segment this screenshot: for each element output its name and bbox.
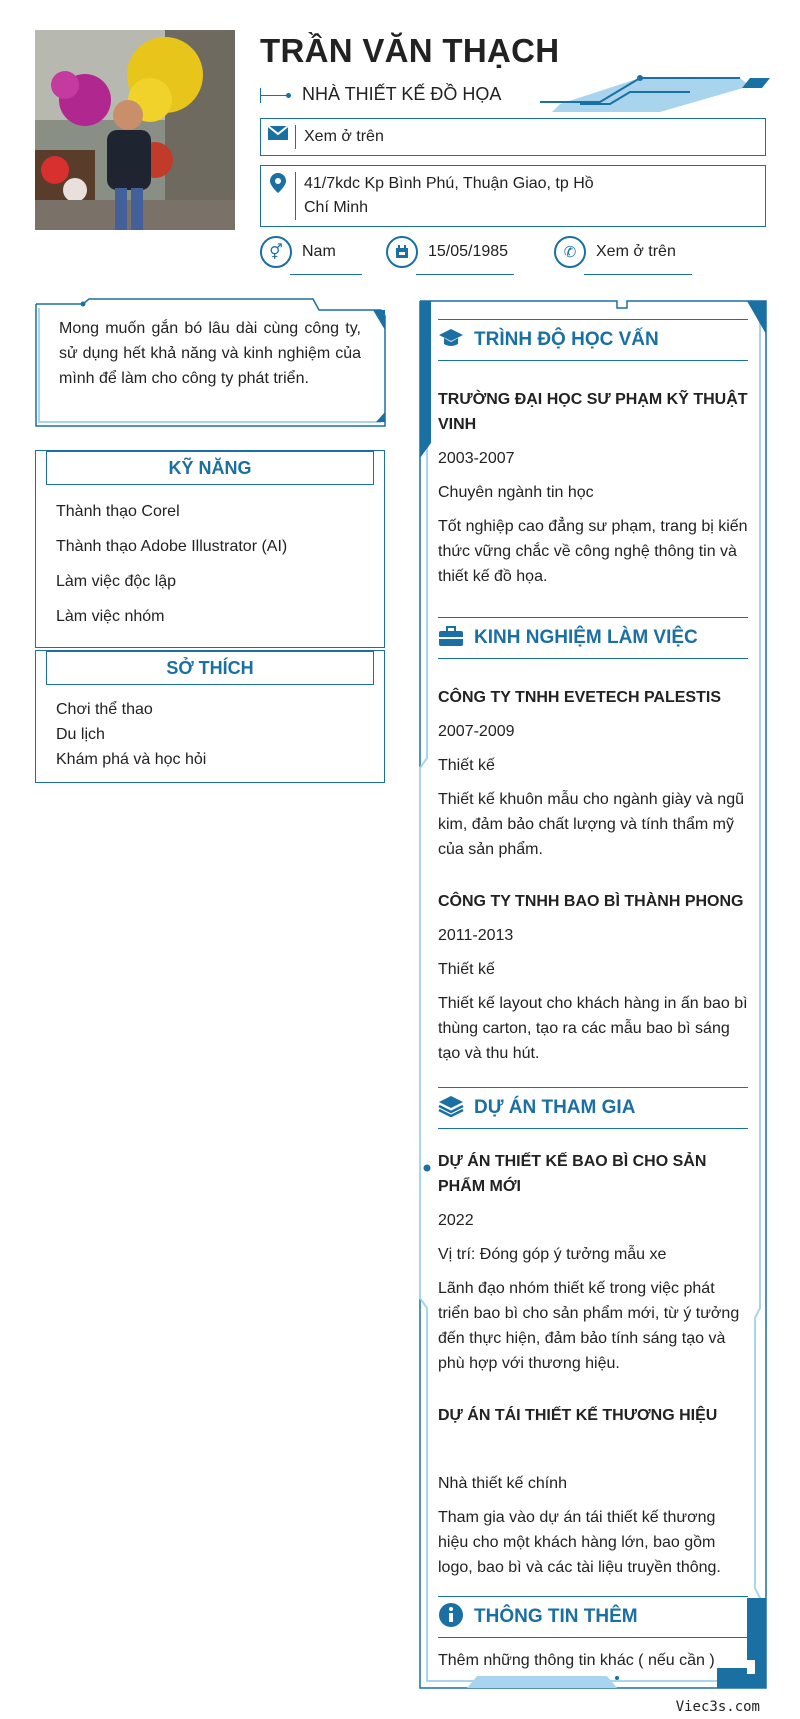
project-name: DỰ ÁN THIẾT KẾ BAO BÌ CHO SẢN PHẨM MỚI [438,1153,707,1195]
calendar-icon [386,236,418,268]
layers-icon [438,1095,464,1122]
experience-title: KINH NGHIỆM LÀM VIỆC [474,627,698,648]
birthday-underline [416,274,514,275]
additional-text: Thêm những thông tin khác ( nếu cần ) [438,1652,715,1669]
project-desc: Lãnh đạo nhóm thiết kế trong việc phát triển bao bì cho sản phẩm mới, từ ý tưởng đến thực hiện, đảm bảo tính sáng tạo và phù hợp với thương hiệu. [438,1280,740,1372]
school-name: TRƯỜNG ĐẠI HỌC SƯ PHẠM KỸ THUẬT VINH [438,391,748,433]
projects-section [438,1087,748,1580]
project-period: 2022 [438,1212,474,1229]
additional-title: THÔNG TIN THÊM [474,1606,638,1627]
candidate-name: TRẦN VĂN THẠCH [260,32,560,69]
education-period: 2003-2007 [438,450,515,467]
job-period: 2011-2013 [438,927,514,944]
education-desc: Tốt nghiệp cao đẳng sư phạm, trang bị kiến thức vững chắc về công nghệ thông tin và thiết kế đồ họa. [438,518,748,585]
footer-brand: Viec3s.com [675,1699,760,1715]
skills-section [35,450,385,648]
job-title: NHÀ THIẾT KẾ ĐỒ HỌA [302,84,502,104]
job-desc: Thiết kế khuôn mẫu cho ngành giày và ngũ kim, đảm bảo chất lượng và tính thẩm mỹ của sản phẩm. [438,791,744,858]
gender-underline [290,274,362,275]
education-title: TRÌNH ĐỘ HỌC VẤN [474,329,659,350]
phone-item [554,236,676,268]
skill-item: Làm việc độc lập [56,573,177,590]
job-period: 2007-2009 [438,723,515,740]
header-decor [540,74,770,114]
education-section [438,319,748,589]
birthday-value: 15/05/1985 [428,243,509,260]
email-row [260,118,766,156]
location-icon [261,166,295,194]
skills-title: KỸ NĂNG [46,451,374,485]
graduation-cap-icon [438,328,464,353]
education-major: Chuyên ngành tin học [438,484,594,501]
info-icon [438,1602,464,1633]
gender-value: Nam [302,243,336,260]
project-role: Nhà thiết kế chính [438,1475,567,1492]
email-value: Xem ở trên [304,128,384,145]
birthday-item [386,236,508,268]
phone-icon: ✆ [554,236,586,268]
company-name: CÔNG TY TNHH BAO BÌ THÀNH PHONG [438,893,744,910]
project-period [438,1437,748,1462]
project-name: DỰ ÁN TÁI THIẾT KẾ THƯƠNG HIỆU [438,1407,718,1424]
briefcase-icon [438,625,464,652]
skill-item: Làm việc nhóm [56,608,165,625]
profile-photo [35,30,235,230]
education-header [438,319,748,361]
address-row [260,165,766,227]
gender-icon: ⚥ [260,236,292,268]
skill-item: Thành thạo Corel [56,503,180,520]
career-objective: Mong muốn gắn bó lâu dài cùng công ty, sử dụng hết khả năng và kinh nghiệm của mình để làm cho công ty phát triển. [59,320,361,387]
hobby-item: Du lịch [56,726,105,743]
job-decor-dot [286,93,291,98]
projects-title: DỰ ÁN THAM GIA [474,1097,636,1118]
job-role: Thiết kế [438,961,495,978]
skill-item: Thành thạo Adobe Illustrator (AI) [56,538,288,555]
additional-header [438,1596,748,1638]
hobbies-title: SỞ THÍCH [46,651,374,685]
job-desc: Thiết kế layout cho khách hàng in ấn bao bì thùng carton, tạo ra các mẫu bao bì sáng tạo và thu hút. [438,995,748,1062]
phone-underline [584,274,692,275]
gender-item [260,236,336,268]
phone-value: Xem ở trên [596,243,676,260]
project-role: Vị trí: Đóng góp ý tưởng mẫu xe [438,1246,667,1263]
email-icon [261,119,295,141]
address-value: 41/7kdc Kp Bình Phú, Thuận Giao, tp Hồ Chí Minh [304,175,594,216]
experience-header [438,617,748,659]
experience-section [438,617,748,1066]
projects-header [438,1087,748,1129]
company-name: CÔNG TY TNHH EVETECH PALESTIS [438,689,721,706]
hobby-item: Chơi thể thao [56,701,153,718]
project-desc: Tham gia vào dự án tái thiết kế thương hiệu cho một khách hàng lớn, bao gồm logo, bao bì và các tài liệu truyền thông. [438,1509,721,1576]
hobby-item: Khám phá và học hỏi [56,751,207,768]
additional-section [438,1596,748,1673]
hobbies-section [35,650,385,783]
job-role: Thiết kế [438,757,495,774]
